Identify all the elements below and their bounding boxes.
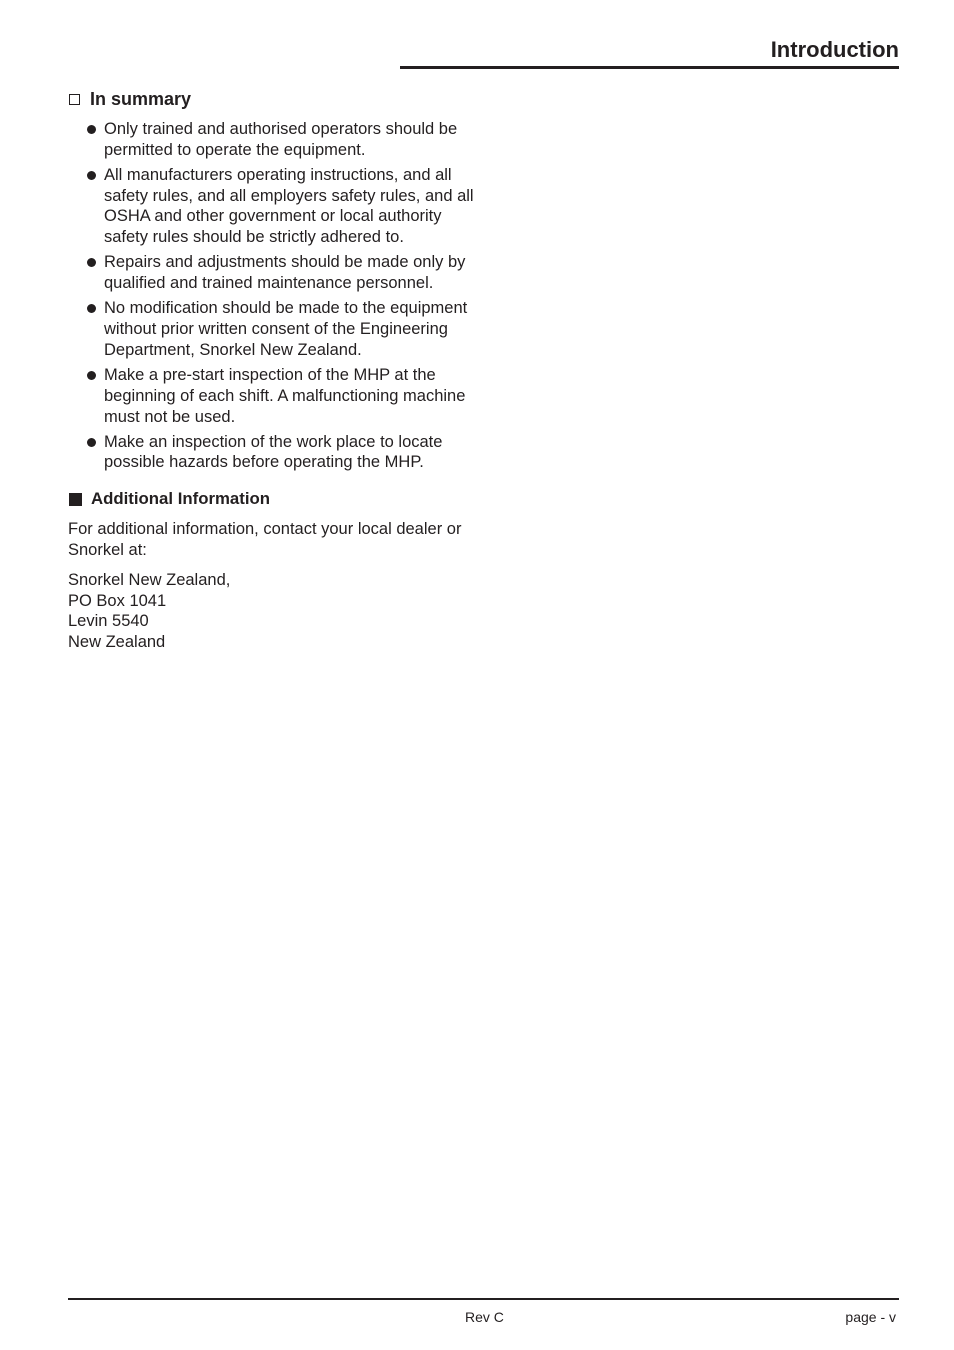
address-line: Snorkel New Zealand, [68, 570, 231, 589]
header-rule [400, 66, 899, 69]
bullet-dot-icon [87, 371, 96, 380]
list-item-text: Make a pre-start inspection of the MHP at the beginning of each shift. A malfunctioning machine must not be used. [104, 365, 466, 426]
bullet-dot-icon [87, 171, 96, 180]
list-item-text: No modification should be made to the equipment without prior written consent of the Engineering Department, Snorkel New Zealand. [104, 299, 468, 359]
list-item-text: Only trained and authorised operators should be permitted to operate the equipment. [104, 120, 458, 159]
list-item [68, 119, 474, 161]
address-line: Levin 5540 [68, 612, 149, 631]
address-line: PO Box 1041 [68, 591, 167, 610]
list-item [68, 365, 474, 427]
filled-square-bullet-icon [69, 493, 82, 506]
list-item [68, 252, 474, 294]
bullet-dot-icon [87, 125, 96, 134]
list-item-text: Make an inspection of the work place to locate possible hazards before operating the MHP. [104, 432, 443, 472]
bullet-dot-icon [87, 258, 96, 267]
address-line: New Zealand [68, 633, 166, 652]
page-header-title: Introduction [770, 37, 899, 62]
footer-revision: Rev C [465, 1309, 504, 1325]
footer-rule [68, 1298, 899, 1300]
section-heading-text: In summary [90, 89, 192, 109]
main-content [68, 87, 488, 653]
section-heading-additional-information [68, 488, 488, 510]
list-item [68, 298, 474, 360]
bullet-dot-icon [87, 438, 96, 447]
list-item-text: All manufacturers operating instructions, and all safety rules, and all employers safety rules, and all OSHA and other government or local authority safety rules should be strictly adhered to. [104, 165, 474, 247]
list-item [68, 432, 474, 474]
list-item [68, 165, 474, 248]
section-heading-summary [68, 87, 488, 111]
checkbox-bullet-icon [69, 94, 80, 105]
list-item-text: Repairs and adjustments should be made only by qualified and trained maintenance personnel. [104, 253, 466, 293]
contact-address [68, 570, 488, 653]
footer-page-number: page - v [845, 1309, 896, 1325]
bullet-dot-icon [87, 304, 96, 313]
summary-bullet-list [68, 119, 488, 473]
section-heading-text: Additional Information [91, 489, 270, 509]
contact-paragraph: For additional information, contact your local dealer or Snorkel at: [68, 520, 462, 560]
